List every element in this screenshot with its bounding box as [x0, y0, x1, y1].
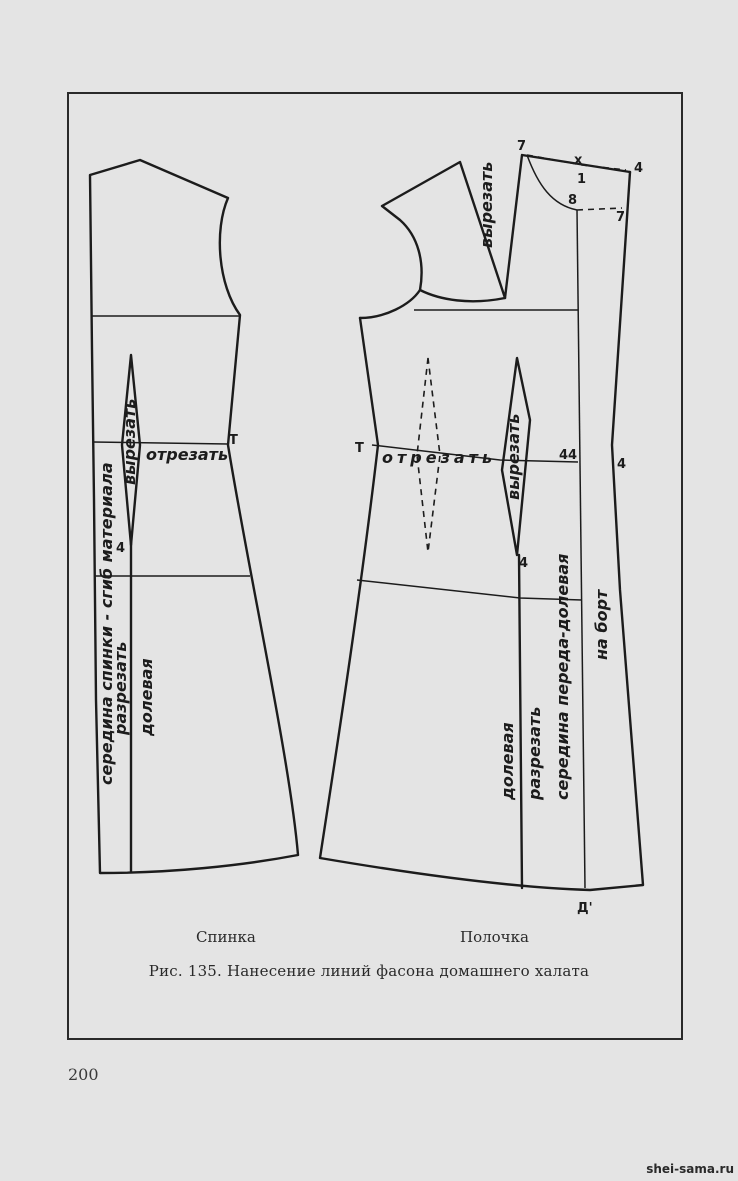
- front-point-8: 8: [568, 193, 578, 208]
- front-neck-line: [505, 155, 630, 298]
- front-center-line: [577, 210, 585, 888]
- back-label-center-fold: середина спинки - сгиб материала: [97, 462, 116, 785]
- front-main-outline: [320, 172, 643, 890]
- front-label-cut-out-dart: вырезать: [504, 413, 523, 500]
- front-label-cut-off: отрезать: [382, 448, 497, 467]
- page-number: 200: [68, 1065, 99, 1084]
- watermark: shei-sama.ru: [646, 1162, 734, 1176]
- front-point-4-side: 4: [617, 457, 627, 472]
- front-point-t: Т: [355, 441, 364, 456]
- front-point-1: 1: [577, 172, 587, 187]
- back-point-4: 4: [116, 541, 126, 556]
- back-title: Спинка: [196, 928, 256, 946]
- back-outline: [90, 160, 298, 873]
- front-point-7-top: 7: [517, 139, 527, 154]
- front-label-center-front: середина переда-долевая: [553, 553, 572, 800]
- front-point-4-top: 4: [634, 161, 644, 176]
- back-label-cut-through: разрезать: [111, 641, 130, 735]
- front-label-facing: на борт: [592, 589, 611, 660]
- back-waist-line: [93, 442, 228, 444]
- front-point-x: х: [574, 153, 583, 168]
- back-label-grain: долевая: [137, 658, 156, 736]
- front-hip-line: [357, 580, 582, 600]
- back-label-cut-out: вырезать: [120, 398, 139, 485]
- front-cut-line: [519, 555, 522, 888]
- back-label-cut-off: отрезать: [146, 445, 229, 464]
- front-label-grain: долевая: [498, 722, 517, 800]
- front-label-cut-out-neck: вырезать: [477, 161, 496, 248]
- front-point-4-dart: 4: [519, 556, 529, 571]
- front-point-7-mid: 7: [616, 210, 626, 225]
- back-point-t: Т: [229, 433, 238, 448]
- figure-caption: Рис. 135. Нанесение линий фасона домашнего халата: [148, 962, 590, 980]
- front-point-44: 44: [559, 448, 578, 463]
- front-title: Полочка: [460, 928, 529, 946]
- front-point-d1: Д': [577, 901, 593, 916]
- front-armhole: [360, 290, 420, 318]
- front-label-cut-through: разрезать: [525, 706, 544, 800]
